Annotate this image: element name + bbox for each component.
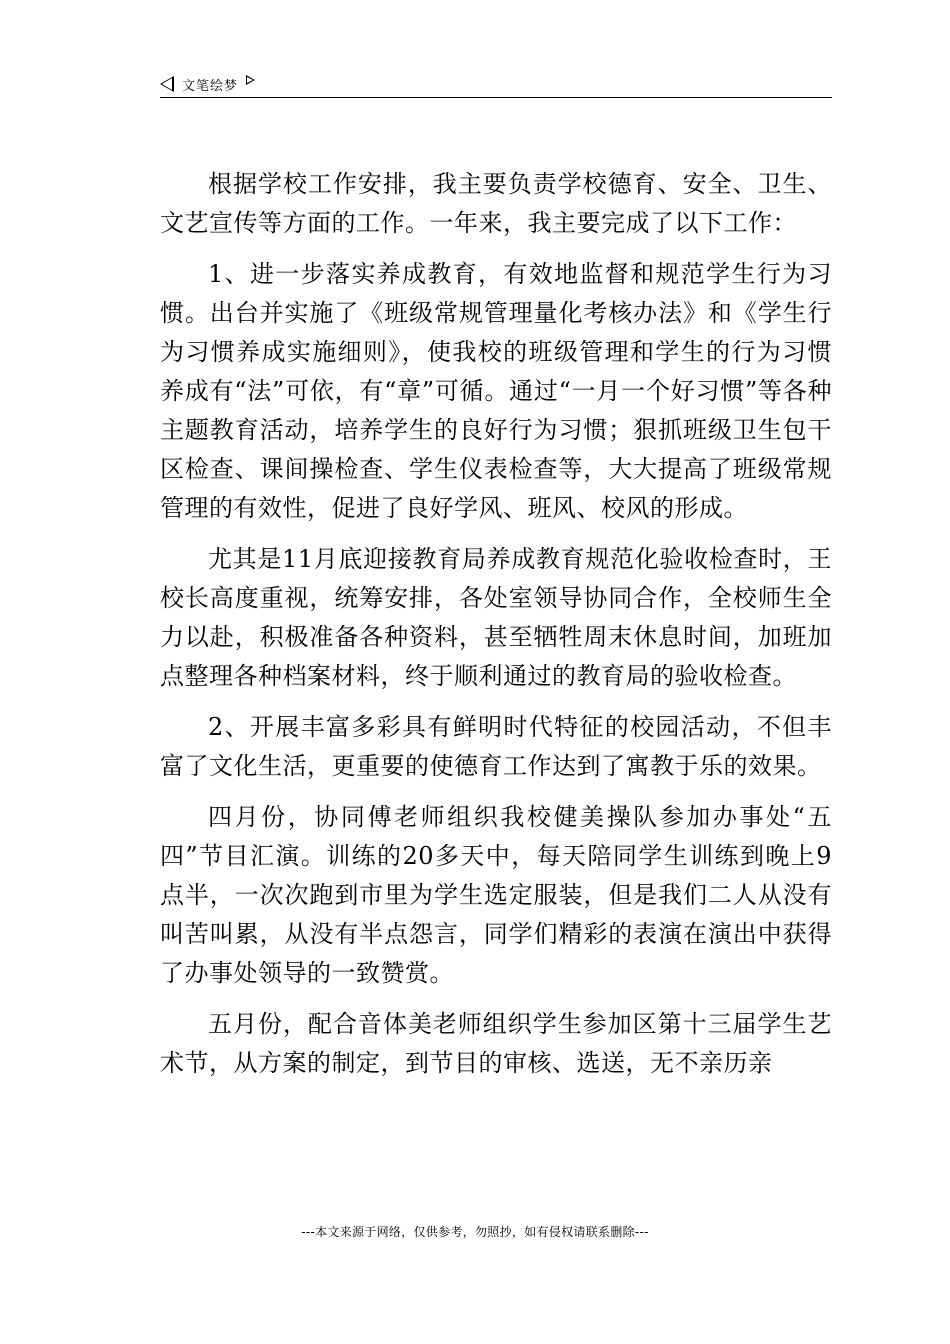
document-body <box>160 165 832 1095</box>
header-brand: 文笔绘梦 <box>182 78 239 94</box>
header-divider <box>160 97 832 98</box>
page-header <box>160 72 832 98</box>
paragraph-item-1: 1、进一步落实养成教育，有效地监督和规范学生行为习惯。出台并实施了《班级常规管理量化考核办法》和《学生行为习惯养成实施细则》，使我校的班级管理和学生的行为习惯养成有“法”可依，有“章”可循。通过“一月一个好习惯”等各种主题教育活动，培养学生的良好行为习惯；狠抓班级卫生包干区检查、课间操检查、学生仪表检查等，大大提高了班级常规管理的有效性，促进了良好学风、班风、校风的形成。 <box>160 260 832 522</box>
paragraph-inspection: 尤其是11月底迎接教育局养成教育规范化验收检查时，王校长高度重视，统筹安排，各处室领导协同合作，全校师生全力以赴，积极准备各种资料，甚至牺牲周末休息时间，加班加点整理各种档案材料，终于顺利通过的教育局的验收检查。 <box>160 545 832 690</box>
triangle-left-icon <box>160 76 174 92</box>
paragraph-intro: 根据学校工作安排，我主要负责学校德育、安全、卫生、文艺宣传等方面的工作。一年来，我主要完成了以下工作： <box>160 170 832 237</box>
paragraph-april: 四月份，协同傅老师组织我校健美操队参加办事处“五四”节目汇演。训练的20多天中，每天陪同学生训练到晚上9点半，一次次跑到市里为学生选定服装，但是我们二人从没有叫苦叫累，从没有半点怨言，同学们精彩的表演在演出中获得了办事处领导的一致赞赏。 <box>160 803 832 987</box>
triangle-right-icon <box>246 75 255 85</box>
paragraph-may: 五月份，配合音体美老师组织学生参加区第十三届学生艺术节，从方案的制定，到节目的审核、选送，无不亲历亲 <box>160 1010 832 1077</box>
paragraph-item-2: 2、开展丰富多彩具有鲜明时代特征的校园活动，不但丰富了文化生活，更重要的使德育工作达到了寓教于乐的效果。 <box>160 713 832 780</box>
page-footer: ---本文来源于网络，仅供参考，勿照抄，如有侵权请联系删除--- <box>301 1225 649 1239</box>
